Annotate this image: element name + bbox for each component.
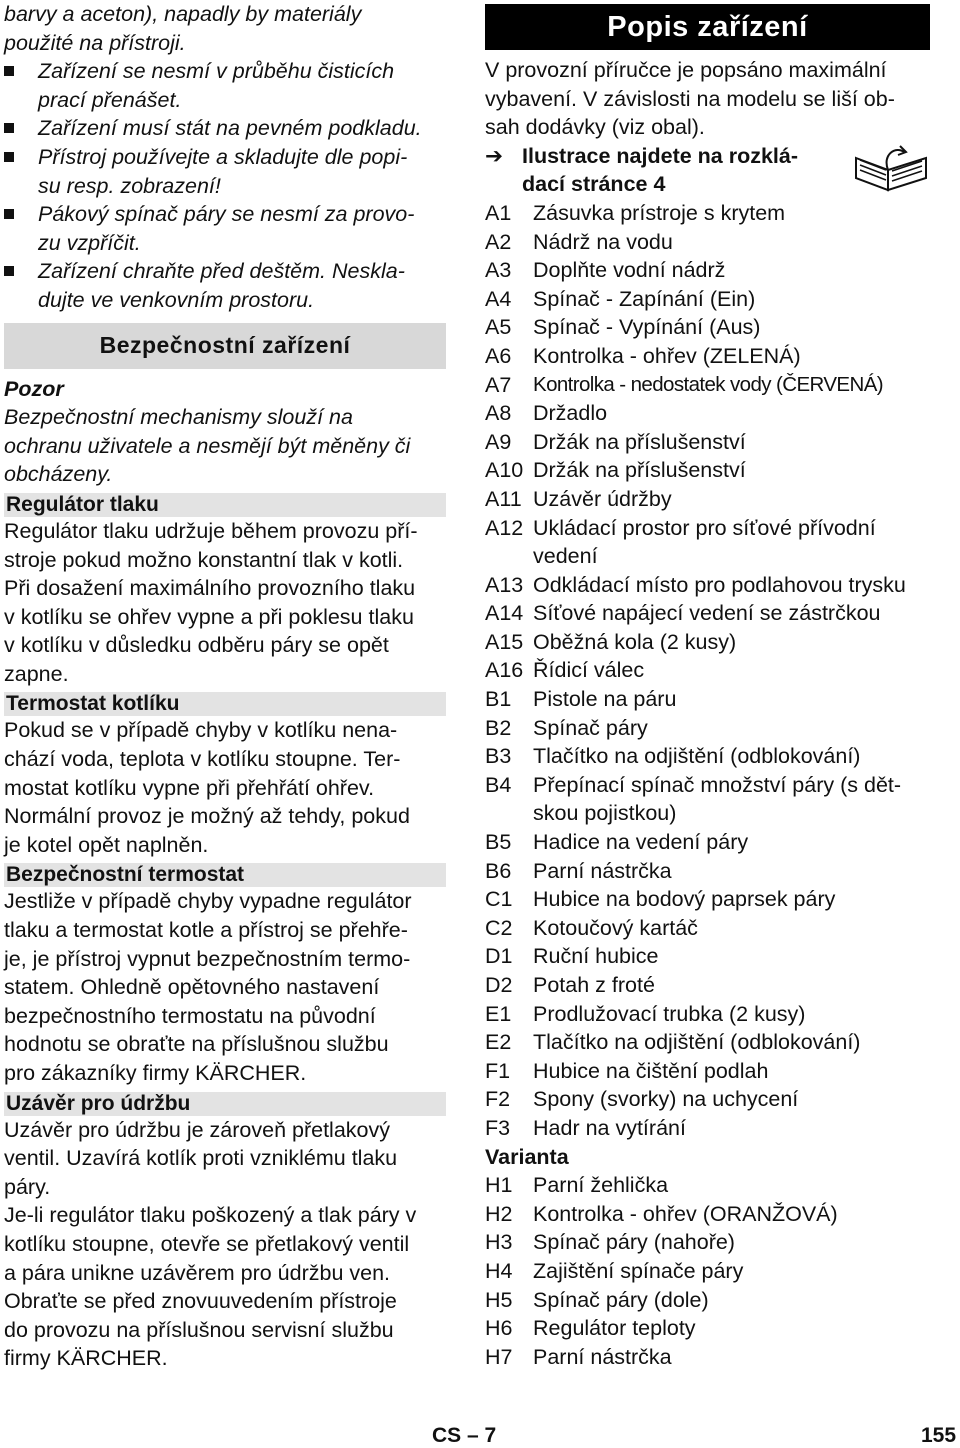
subsection-title: Uzávěr pro údržbu bbox=[4, 1092, 446, 1116]
component-label-line: Spínač páry bbox=[533, 715, 648, 740]
body-text: v kotlíku se ohřev vypne a při poklesu tlaku bbox=[4, 604, 414, 629]
component-label bbox=[533, 571, 930, 600]
component-code: C1 bbox=[485, 887, 513, 912]
component-item bbox=[485, 342, 930, 371]
body-text: hodnotu se obraťte na příslušnou službu bbox=[4, 1032, 389, 1057]
component-item bbox=[485, 1000, 930, 1029]
component-label-line: Držadlo bbox=[533, 401, 608, 426]
component-label bbox=[533, 514, 930, 571]
component-label-line: Potah z froté bbox=[533, 973, 655, 997]
component-code: E2 bbox=[485, 1030, 512, 1055]
body-text: Je-li regulátor tlaku poškozený a tlak páry v bbox=[4, 1203, 417, 1228]
component-label-line: Síťové napájecí vedení se zástrčkou bbox=[533, 601, 881, 626]
component-label-line: Prodlužovací trubka (2 kusy) bbox=[533, 1001, 806, 1026]
body-text: Uzávěr pro údržbu je zároveň přetlakový bbox=[4, 1117, 390, 1142]
component-label bbox=[533, 1228, 930, 1257]
body-text: Při dosažení maximálního provozního tlaku bbox=[4, 576, 416, 601]
component-item bbox=[485, 199, 930, 228]
component-code: H3 bbox=[485, 1230, 513, 1255]
note-line: dací stránce 4 bbox=[522, 172, 666, 197]
component-code: H4 bbox=[485, 1258, 513, 1283]
open-book-icon bbox=[852, 140, 930, 192]
component-label bbox=[533, 428, 930, 457]
component-label bbox=[533, 228, 930, 257]
body-text: Normální provoz je možný až tehdy, pokud bbox=[4, 804, 410, 829]
square-bullet-icon bbox=[4, 123, 14, 133]
component-label bbox=[533, 313, 930, 342]
component-code: A8 bbox=[485, 401, 512, 426]
component-label-line: Držák na příslušenství bbox=[533, 429, 746, 454]
component-label-line: Hubice na bodový paprsek páry bbox=[533, 887, 836, 912]
component-label bbox=[533, 828, 930, 857]
component-code: B6 bbox=[485, 858, 512, 883]
component-code: F1 bbox=[485, 1058, 511, 1083]
bullet-text: dujte ve venkovním prostoru. bbox=[38, 287, 315, 312]
component-label bbox=[533, 1314, 930, 1343]
component-code: H1 bbox=[485, 1173, 513, 1198]
body-text: zapne. bbox=[4, 661, 69, 686]
component-label-line: Zajištění spínače páry bbox=[533, 1258, 744, 1283]
component-label-line: Hubice na čištění podlah bbox=[533, 1058, 769, 1083]
bullet-item bbox=[4, 200, 446, 257]
component-item bbox=[485, 1085, 930, 1114]
component-code: F2 bbox=[485, 1087, 511, 1112]
component-label bbox=[533, 1028, 930, 1057]
body-text: tlaku a termostat kotle a přístroj se přehře- bbox=[4, 918, 408, 943]
component-code: H7 bbox=[485, 1344, 513, 1369]
component-item bbox=[485, 1028, 930, 1057]
component-label-line: Hadr na vytírání bbox=[533, 1115, 686, 1140]
body-text: v kotlíku v důsledku odběru páry se opět bbox=[4, 633, 389, 658]
intro-line: vybavení. V závislosti na modelu se liší ob- bbox=[485, 86, 895, 111]
component-item bbox=[485, 971, 930, 1000]
body-text: je, je přístroj vypnut bezpečnostním termo- bbox=[4, 946, 411, 971]
component-label-line: Kontrolka - ohřev (ORANŽOVÁ) bbox=[533, 1201, 838, 1226]
component-code: A3 bbox=[485, 258, 512, 283]
component-code: D2 bbox=[485, 973, 513, 997]
page-number: 155 bbox=[921, 1424, 957, 1447]
component-item bbox=[485, 714, 930, 743]
component-label bbox=[533, 857, 930, 886]
component-item bbox=[485, 914, 930, 943]
component-label bbox=[533, 342, 930, 371]
square-bullet-icon bbox=[4, 266, 14, 276]
component-label bbox=[533, 1114, 930, 1143]
component-item bbox=[485, 1343, 930, 1372]
body-text: pro zákazníky firmy KÄRCHER. bbox=[4, 1061, 307, 1085]
component-item bbox=[485, 1057, 930, 1086]
component-code: B4 bbox=[485, 772, 512, 797]
component-item bbox=[485, 228, 930, 257]
bullet-text: Zařízení chraňte před deštěm. Neskla- bbox=[38, 259, 405, 284]
component-code: E1 bbox=[485, 1001, 512, 1026]
body-text: Regulátor tlaku udržuje během provozu pří- bbox=[4, 518, 418, 543]
component-label bbox=[533, 256, 930, 285]
component-item bbox=[485, 485, 930, 514]
component-label-line: Spínač páry (dole) bbox=[533, 1287, 709, 1312]
intro-line: sah dodávky (viz obal). bbox=[485, 115, 705, 140]
component-label-line: Ukládací prostor pro síťové přívodní bbox=[533, 515, 876, 540]
component-code: F3 bbox=[485, 1115, 511, 1140]
component-item bbox=[485, 599, 930, 628]
component-label-line: Přepínací spínač množství páry (s dět- bbox=[533, 772, 902, 797]
component-label-line: Spínač - Zapínání (Ein) bbox=[533, 286, 756, 311]
component-label-line: Spony (svorky) na uchycení bbox=[533, 1087, 799, 1112]
body-text: Jestliže v případě chyby vypadne regulátor bbox=[4, 889, 412, 914]
component-code: A1 bbox=[485, 200, 512, 225]
component-label-line: Ruční hubice bbox=[533, 944, 659, 969]
component-label bbox=[533, 371, 930, 400]
component-code: H6 bbox=[485, 1316, 513, 1341]
component-label-line: Zásuvka prístroje s krytem bbox=[533, 200, 786, 225]
component-label-line: Odkládací místo pro podlahovou trysku bbox=[533, 572, 906, 597]
component-label-line: Spínač páry (nahoře) bbox=[533, 1230, 735, 1255]
component-code: H2 bbox=[485, 1201, 513, 1226]
caution-label: Pozor bbox=[4, 376, 64, 401]
body-text: mostat kotlíku vypne při přehřátí ohřev. bbox=[4, 775, 375, 800]
component-label-line: Hadice na vedení páry bbox=[533, 830, 749, 855]
bullet-item bbox=[4, 114, 446, 143]
component-code: A4 bbox=[485, 286, 512, 311]
component-code: C2 bbox=[485, 915, 513, 940]
component-label-line: Tlačítko na odjištění (odblokování) bbox=[533, 744, 861, 769]
component-code: A5 bbox=[485, 315, 512, 340]
component-item bbox=[485, 628, 930, 657]
square-bullet-icon bbox=[4, 66, 14, 76]
body-text: je kotel opět naplněn. bbox=[4, 832, 209, 857]
component-label-line: Parní nástrčka bbox=[533, 1344, 672, 1369]
component-label bbox=[533, 628, 930, 657]
component-code: A13 bbox=[485, 572, 524, 597]
body-text: páry. bbox=[4, 1174, 51, 1199]
component-label-line: Nádrž na vodu bbox=[533, 229, 673, 254]
component-item bbox=[485, 285, 930, 314]
component-label bbox=[533, 971, 930, 1000]
component-label bbox=[533, 1057, 930, 1086]
component-item bbox=[485, 1200, 930, 1229]
body-text: kotlíku stoupne, otevře se přetlakový ventil bbox=[4, 1231, 410, 1256]
component-item bbox=[485, 428, 930, 457]
component-item bbox=[485, 885, 930, 914]
component-item bbox=[485, 399, 930, 428]
note-line: Ilustrace najdete na rozklá- bbox=[522, 143, 799, 168]
component-label bbox=[533, 599, 930, 628]
component-label-line: Spínač - Vypínání (Aus) bbox=[533, 315, 761, 340]
component-label bbox=[533, 1200, 930, 1229]
component-label bbox=[533, 456, 930, 485]
bullet-item bbox=[4, 143, 446, 200]
component-label-line: Řídicí válec bbox=[533, 658, 645, 683]
section-heading: Bezpečnostní zařízení bbox=[4, 323, 446, 369]
footer-section: CS – 7 bbox=[432, 1424, 497, 1447]
body-text: firmy KÄRCHER. bbox=[4, 1346, 168, 1371]
bullet-item bbox=[4, 57, 446, 114]
component-item bbox=[485, 656, 930, 685]
component-item bbox=[485, 1314, 930, 1343]
component-label-line: Tlačítko na odjištění (odblokování) bbox=[533, 1030, 861, 1055]
bullet-text: Pákový spínač páry se nesmí za provo- bbox=[38, 202, 415, 227]
component-item bbox=[485, 313, 930, 342]
component-label bbox=[533, 399, 930, 428]
component-label-line: Doplňte vodní nádrž bbox=[533, 258, 726, 283]
component-label bbox=[533, 1286, 930, 1315]
variant-title: Varianta bbox=[485, 1144, 569, 1169]
bullet-text: zu vzpříčit. bbox=[38, 230, 141, 255]
component-item bbox=[485, 1228, 930, 1257]
subsection-title: Termostat kotlíku bbox=[4, 692, 446, 716]
component-code: A14 bbox=[485, 601, 524, 626]
component-item bbox=[485, 942, 930, 971]
component-item bbox=[485, 1286, 930, 1315]
component-label-line: Kontrolka - ohřev (ZELENÁ) bbox=[533, 343, 801, 368]
bullet-text: prací přenášet. bbox=[38, 87, 182, 112]
component-code: A11 bbox=[485, 486, 522, 511]
component-label bbox=[533, 485, 930, 514]
bullet-item bbox=[4, 257, 446, 314]
body-text: chází voda, teplota v kotlíku stoupne. Ter- bbox=[4, 747, 401, 772]
intro-line: barvy a aceton), napadly by materiály bbox=[4, 2, 362, 26]
component-label-line: Parní nástrčka bbox=[533, 858, 672, 883]
component-item bbox=[485, 1114, 930, 1143]
component-label bbox=[533, 1085, 930, 1114]
component-label-line: Pistole na páru bbox=[533, 687, 677, 712]
component-code: D1 bbox=[485, 944, 513, 969]
body-text: ventil. Uzavírá kotlík proti vzniklému tlaku bbox=[4, 1146, 398, 1171]
component-item bbox=[485, 256, 930, 285]
component-label bbox=[533, 1171, 930, 1200]
bullet-text: Přístroj používejte a skladujte dle popi- bbox=[38, 144, 408, 169]
component-label bbox=[533, 1257, 930, 1286]
arrow-icon: ➔ bbox=[485, 143, 504, 168]
component-code: A15 bbox=[485, 629, 524, 654]
component-code: A2 bbox=[485, 229, 512, 254]
body-text: bezpečnostního termostatu na původní bbox=[4, 1003, 376, 1028]
component-code: H5 bbox=[485, 1287, 513, 1312]
component-item bbox=[485, 371, 930, 400]
component-item bbox=[485, 828, 930, 857]
body-text: do provozu na příslušnou servisní službu bbox=[4, 1317, 394, 1342]
component-label bbox=[533, 685, 930, 714]
component-code: A10 bbox=[485, 458, 524, 483]
component-label-line: Uzávěr údržby bbox=[533, 486, 672, 511]
body-text: Pokud se v případě chyby v kotlíku nena- bbox=[4, 718, 398, 743]
component-item bbox=[485, 742, 930, 771]
bullet-text: su resp. zobrazení! bbox=[38, 173, 221, 198]
intro-line: použité na přístroji. bbox=[4, 30, 186, 55]
body-text: Obraťte se před znovuuvedením přístroje bbox=[4, 1289, 397, 1314]
left-column bbox=[4, 0, 446, 1373]
component-code: A7 bbox=[485, 372, 512, 397]
component-label bbox=[533, 656, 930, 685]
bullet-text: Zařízení musí stát na pevném podkladu. bbox=[38, 116, 422, 141]
component-label bbox=[533, 285, 930, 314]
component-item bbox=[485, 514, 930, 571]
component-label bbox=[533, 885, 930, 914]
component-label bbox=[533, 771, 930, 828]
body-text: stroje pokud možno konstantní tlak v kotli. bbox=[4, 547, 404, 572]
component-list bbox=[485, 199, 930, 1143]
component-code: A9 bbox=[485, 429, 512, 454]
component-label-line: Regulátor teploty bbox=[533, 1316, 696, 1341]
body-text: statem. Ohledně opětovného nastavení bbox=[4, 975, 380, 1000]
component-item bbox=[485, 571, 930, 600]
component-code: A16 bbox=[485, 658, 524, 683]
component-item bbox=[485, 1257, 930, 1286]
page-title: Popis zařízení bbox=[485, 4, 930, 50]
component-code: B3 bbox=[485, 744, 512, 769]
component-label bbox=[533, 942, 930, 971]
component-code: B5 bbox=[485, 830, 512, 855]
component-label-line: skou pojistkou) bbox=[533, 801, 677, 826]
component-code: A12 bbox=[485, 515, 524, 540]
component-item bbox=[485, 857, 930, 886]
component-label bbox=[533, 742, 930, 771]
intro-line: V provozní příručce je popsáno maximální bbox=[485, 58, 887, 82]
component-label-line: Držák na příslušenství bbox=[533, 458, 746, 483]
body-text: a pára unikne uzávěrem pro údržbu ven. bbox=[4, 1260, 391, 1285]
square-bullet-icon bbox=[4, 152, 14, 162]
subsection-title: Regulátor tlaku bbox=[4, 493, 446, 517]
component-label bbox=[533, 1343, 930, 1372]
component-label bbox=[533, 714, 930, 743]
bullet-text: Zařízení se nesmí v průběhu čisticích bbox=[38, 59, 395, 84]
component-item bbox=[485, 456, 930, 485]
square-bullet-icon bbox=[4, 209, 14, 219]
caution-text: ochranu uživatele a nesmějí být měněny či bbox=[4, 433, 411, 458]
component-label bbox=[533, 1000, 930, 1029]
component-label-line: vedení bbox=[533, 544, 598, 569]
component-code: B1 bbox=[485, 687, 512, 712]
component-code: A6 bbox=[485, 343, 512, 368]
caution-text: obcházeny. bbox=[4, 462, 113, 487]
component-label-line: Kontrolka - nedostatek vody (ČERVENÁ) bbox=[533, 372, 884, 396]
component-label-line: Parní žehlička bbox=[533, 1173, 669, 1198]
caution-text: Bezpečnostní mechanismy slouží na bbox=[4, 405, 353, 430]
note-text bbox=[522, 142, 798, 199]
component-item bbox=[485, 685, 930, 714]
component-label bbox=[533, 199, 930, 228]
subsection-title: Bezpečnostní termostat bbox=[4, 863, 446, 887]
variant-list bbox=[485, 1171, 930, 1371]
component-label bbox=[533, 914, 930, 943]
component-item bbox=[485, 771, 930, 828]
component-label-line: Oběžná kola (2 kusy) bbox=[533, 629, 737, 654]
component-item bbox=[485, 1171, 930, 1200]
component-code: B2 bbox=[485, 715, 512, 740]
component-label-line: Kotoučový kartáč bbox=[533, 915, 698, 940]
right-column bbox=[485, 0, 930, 1371]
